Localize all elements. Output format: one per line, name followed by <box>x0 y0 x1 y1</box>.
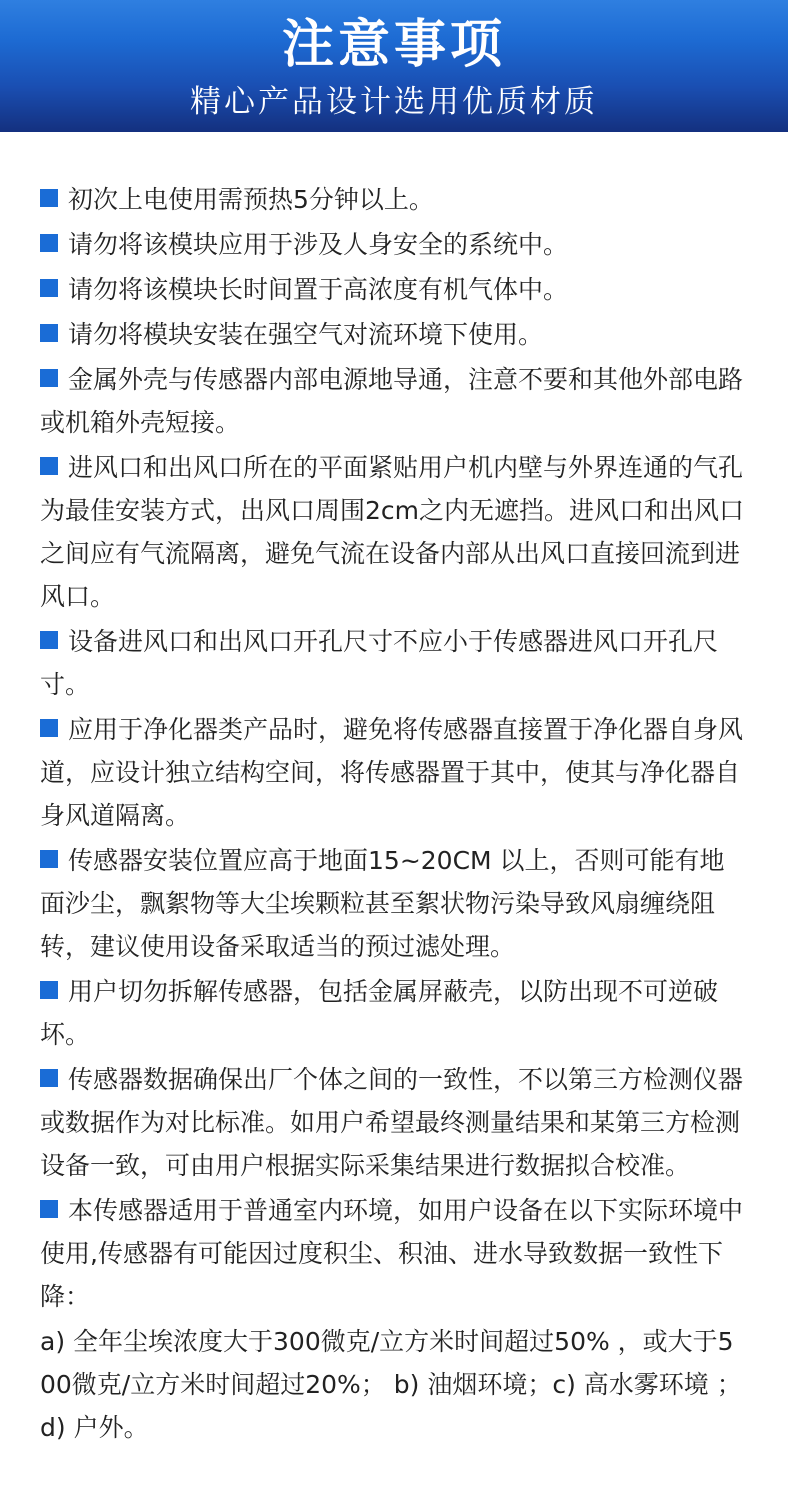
note-item <box>40 708 745 837</box>
square-bullet-icon <box>40 850 58 868</box>
note-text: 进风口和出风口所在的平面紧贴用户机内壁与外界连通的气孔为最佳安装方式，出风口周围2cm之内无遮挡。进风口和出风口之间应有气流隔离，避免气流在设备内部从出风口直接回流到进风口。 <box>40 453 745 611</box>
square-bullet-icon <box>40 369 58 387</box>
square-bullet-icon <box>40 457 58 475</box>
note-text: 用户切勿拆解传感器，包括金属屏蔽壳，以防出现不可逆破坏。 <box>40 977 719 1049</box>
square-bullet-icon <box>40 1200 58 1218</box>
page-subtitle: 精心产品设计选用优质材质 <box>190 84 598 120</box>
page-title: 注意事项 <box>281 15 506 75</box>
square-bullet-icon <box>40 279 58 297</box>
square-bullet-icon <box>40 324 58 342</box>
note-text: 请勿将模块安装在强空气对流环境下使用。 <box>68 320 544 349</box>
note-item <box>40 1189 745 1318</box>
note-item <box>40 223 745 266</box>
note-text: 本传感器适用于普通室内环境，如用户设备在以下实际环境中使用,传感器有可能因过度积尘、积油、进水导致数据一致性下降： <box>40 1196 744 1311</box>
note-text: 初次上电使用需预热5分钟以上。 <box>68 185 434 214</box>
note-item <box>40 1058 745 1187</box>
note-item <box>40 268 745 311</box>
note-text: 请勿将该模块应用于涉及人身安全的系统中。 <box>68 230 569 259</box>
square-bullet-icon <box>40 719 58 737</box>
square-bullet-icon <box>40 189 58 207</box>
square-bullet-icon <box>40 1069 58 1087</box>
notes-list <box>40 178 745 1449</box>
note-item <box>40 358 745 444</box>
square-bullet-icon <box>40 234 58 252</box>
note-item <box>40 620 745 706</box>
note-text: 传感器安装位置应高于地面15~20CM 以上，否则可能有地面沙尘，飘絮物等大尘埃颗粒甚至絮状物污染导致风扇缠绕阻转，建议使用设备采取适当的预过滤处理。 <box>40 846 725 961</box>
square-bullet-icon <box>40 981 58 999</box>
square-bullet-icon <box>40 631 58 649</box>
conditions-text: a) 全年尘埃浓度大于300微克/立方米时间超过50% ，或大于500微克/立方米时间超过20%； b) 油烟环境；c) 高水雾环境 ； d) 户外。 <box>40 1327 742 1442</box>
note-item <box>40 970 745 1056</box>
note-item <box>40 313 745 356</box>
note-text: 应用于净化器类产品时，避免将传感器直接置于净化器自身风道，应设计独立结构空间，将传感器置于其中，使其与净化器自身风道隔离。 <box>40 715 744 830</box>
banner-header <box>0 0 788 132</box>
note-item <box>40 839 745 968</box>
note-text: 请勿将该模块长时间置于高浓度有机气体中。 <box>68 275 569 304</box>
note-item <box>40 446 745 618</box>
note-text: 金属外壳与传感器内部电源地导通，注意不要和其他外部电路或机箱外壳短接。 <box>40 365 744 437</box>
note-text: 设备进风口和出风口开孔尺寸不应小于传感器进风口开孔尺寸。 <box>40 627 719 699</box>
note-text: 传感器数据确保出厂个体之间的一致性，不以第三方检测仪器或数据作为对比标准。如用户希望最终测量结果和某第三方检测设备一致，可由用户根据实际采集结果进行数据拟合校准。 <box>40 1065 744 1180</box>
note-item <box>40 178 745 221</box>
